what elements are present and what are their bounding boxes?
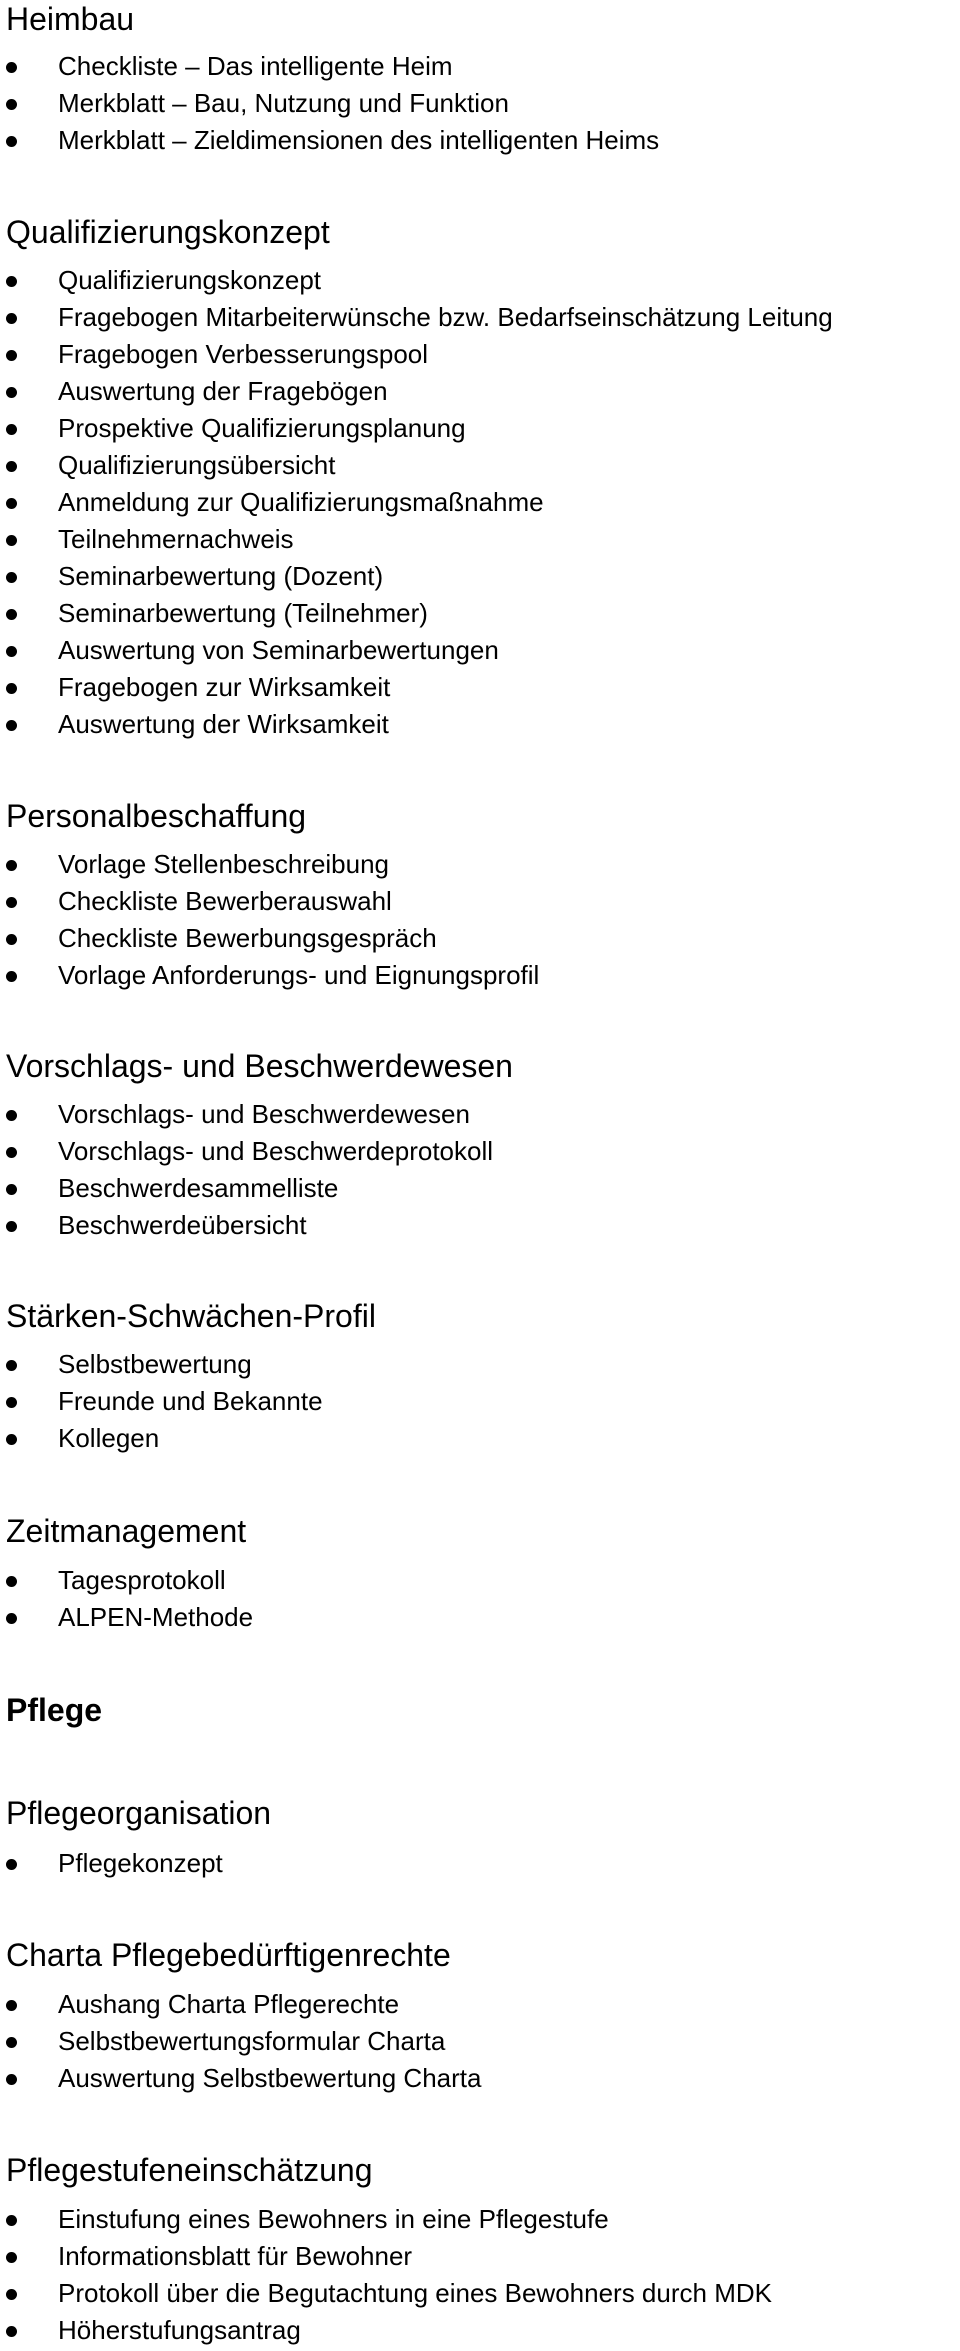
bullet-icon — [6, 934, 17, 945]
bullet-icon — [6, 971, 17, 982]
bullet-icon — [6, 62, 17, 73]
bullet-icon — [6, 2215, 17, 2226]
section-heading: Zeitmanagement — [6, 1513, 247, 1549]
bullet-icon — [6, 1221, 17, 1232]
bullet-icon — [6, 2289, 17, 2300]
bullet-icon — [6, 2252, 17, 2263]
bullet-icon — [6, 313, 17, 324]
bullet-icon — [6, 1859, 17, 1870]
bullet-icon — [6, 1147, 17, 1158]
bullet-icon — [6, 498, 17, 509]
bullet-icon — [6, 683, 17, 694]
bullet-icon — [6, 136, 17, 147]
section-heading: Vorschlags- und Beschwerdewesen — [6, 1048, 513, 1084]
bullet-icon — [6, 1397, 17, 1408]
bullet-icon — [6, 1613, 17, 1624]
chapter-heading: Pflege — [6, 1692, 103, 1728]
bullet-icon — [6, 2000, 17, 2011]
bullet-icon — [6, 1184, 17, 1195]
bullet-icon — [6, 572, 17, 583]
bullet-icon — [6, 1434, 17, 1445]
bullet-icon — [6, 2326, 17, 2337]
section-heading: Charta Pflegebedürftigenrechte — [6, 1937, 451, 1973]
bullet-icon — [6, 609, 17, 620]
bullet-icon — [6, 535, 17, 546]
bullet-icon — [6, 720, 17, 731]
bullet-icon — [6, 860, 17, 871]
bullet-icon — [6, 2037, 17, 2048]
bullet-icon — [6, 350, 17, 361]
section-heading: Qualifizierungskonzept — [6, 214, 330, 250]
section-heading: Personalbeschaffung — [6, 798, 307, 834]
section-heading: Stärken-Schwächen-Profil — [6, 1298, 376, 1334]
section-heading: Pflegestufeneinschätzung — [6, 2152, 373, 2188]
bullet-icon — [6, 897, 17, 908]
bullet-icon — [6, 461, 17, 472]
bullet-icon — [6, 646, 17, 657]
bullet-icon — [6, 1360, 17, 1371]
section-heading: Pflegeorganisation — [6, 1795, 272, 1831]
bullet-icon — [6, 99, 17, 110]
bullet-icon — [6, 2074, 17, 2085]
bullet-icon — [6, 387, 17, 398]
bullet-icon — [6, 1110, 17, 1121]
section-heading: Heimbau — [6, 1, 135, 37]
bullet-icon — [6, 1576, 17, 1587]
bullet-icon — [6, 424, 17, 435]
bullet-icon — [6, 276, 17, 287]
